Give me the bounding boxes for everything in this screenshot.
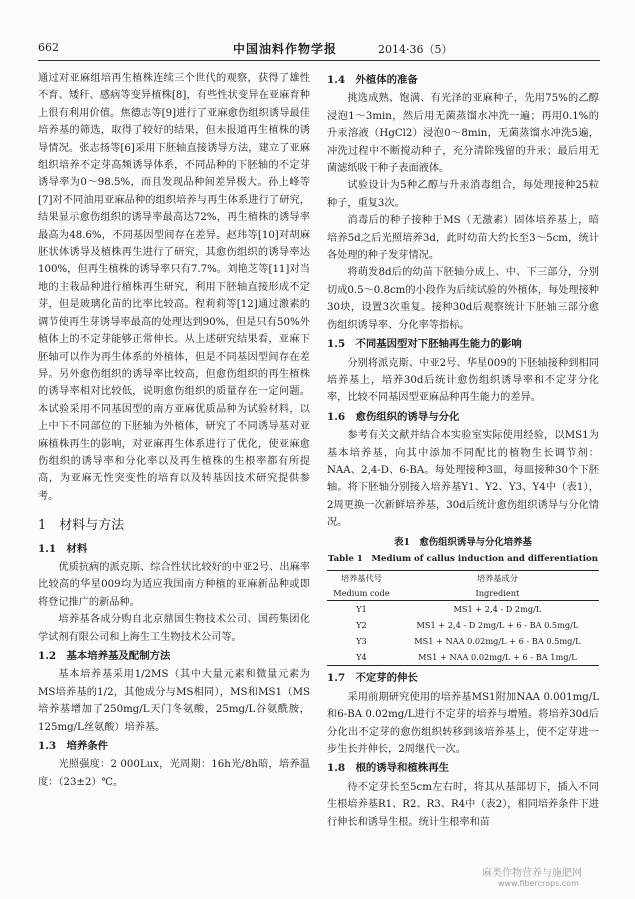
culture-conditions-paragraph: 光照强度：2 000Lux，光周期：16h光/8h暗，培养温度：（23±2）℃。 [38, 759, 310, 788]
medium-paragraph: 基本培养基采用1/2MS（其中大量元素和微量元素为MS培养基的1/2，其他成分与MS相同），MS和MS1（MS培养基增加了250mg/L天门冬氨酸，25mg/L谷氨酰胺，125mg/L丝氨酸）培养基。 [38, 669, 310, 733]
explant-paragraph-1: 挑选成熟、饱满、有光泽的亚麻种子，先用75%的乙醇浸泡1～3min，然后用无菌蒸馏水冲洗一遍；再用0.1%的升汞溶液（HgCl2）浸泡0～8min，无菌蒸馏水冲洗5遍，冲洗过程中不断搅动种子，充分清除残留的升汞；最后用无菌滤纸吸干种子表面液体。 [327, 93, 599, 175]
callus-paragraph: 参考有关文献并结合本实验室实际使用经验，以MS1为基本培养基，向其中添加不同配比的植物生长调节剂：NAA、2,4-D、6-BA。每处理接种3皿，每皿接种30个下胚轴。将下胚轴分别接入培养基Y1、Y2、Y3、Y4中（表1），2周更换一次新鲜培养基，30d后统计愈伤组织诱导与分化情况。 [327, 430, 599, 529]
materials-paragraph: 优质抗病的派克斯、综合性状比较好的中亚2号、出麻率比较高的华星009均为适应我国南方种植的亚麻新品种或即将登记推广的新品种。 [38, 561, 310, 608]
table-1-title-en: Table 1 Medium of callus induction and differentiation [328, 553, 598, 564]
subsection-1-3-title: 1.3 培养条件 [38, 740, 109, 753]
genotype-paragraph: 分别将派克斯、中亚2号、华星009的下胚轴接种到相同培养基上，培养30d后统计愈伤组织诱导率和不定芽分化率，比较不同基因型亚麻品种再生能力的差异。 [327, 357, 599, 404]
table-cell-code: Y1 [356, 604, 367, 615]
table-header-code: 培养基代号 [327, 571, 396, 586]
table-row [327, 601, 599, 618]
table-cell-code: Y2 [356, 620, 367, 631]
subsection-1-8-title: 1.8 根的诱导和植株再生 [327, 762, 449, 775]
table-row [327, 649, 599, 666]
intro-paragraph: 通过对亚麻组培再生植株连续三个世代的观察，获得了雄性不育、矮秆、感病等变异植株[8]，有些性状变异在亚麻育种上很有利用价值。焦德志等[9]进行了亚麻愈伤组织诱导最佳培养基的筛选，取得了较好的结果，但未报道再生植株的诱导情况。张志扬等[6]采用下胚轴直接诱导方法，建立了亚麻组织培养不定芽高频诱导体系，不同品种的下胚轴的不定芽诱导率为0～98.5%，而且发现品种间差异极大。孙上峰等[7]对不同油用亚麻品种的组织培养与再生体系进行了研究，结果显示愈伤组织的诱导率最高达72%，再生植株的诱导率最高为48.6%，不同基因型间存在差异。赵玮等[10]对胡麻胚状体诱导及植株再生进行了研究，其愈伤组织的诱导率达100%，但再生植株的诱导率只有7.7%。刘艳芝等[11]对当地的主栽品种进行植株再生研究，利用下胚轴直接形成不定芽，但是玻璃化苗的比率比较高。程莉莉等[12]通过激素的调节使再生芽诱导率最高的处理达到90%，但是只有50%外植体上的不定芽能够正常伸长。从上述研究结果看，亚麻下胚轴可以作为再生体系的外植体，但是不同基因型间存在差异。另外愈伤组织的诱导率比较高，但愈伤组织的再生植株的诱导率相对比较低，说明愈伤组织的质量存在一定问题。本试验采用不同基因型的南方亚麻优质品种为试验材料，以上中下不同部位的下胚轴为外植体，研究了不同诱导基对亚麻植株再生的影响，对亚麻再生体系进行了优化，使亚麻愈伤组织的诱导率和分化率以及再生植株的生根率都有所提高，为亚麻无性突变性的培育以及转基因技术研究提供参考。 [38, 73, 310, 502]
table-cell-ingredient: MS1 + NAA 0.02mg/L + 6 - BA 1mg/L [396, 649, 599, 666]
subsection-1-6-title: 1.6 愈伤组织的诱导与分化 [327, 410, 460, 423]
subsection-1-1-title: 1.1 材料 [38, 542, 88, 555]
page-header [38, 38, 600, 61]
left-column [38, 70, 310, 791]
rooting-paragraph: 待不定芽长至5cm左右时，将其从基部切下，插入不同生根培养基R1、R2、R3、R4中（表2），相同培养条件下进行伸长和诱导生根。统计生根率和苗 [327, 781, 599, 828]
table-header-ingredient-en: Ingredient [396, 585, 599, 601]
table-header-code-en: Medium code [327, 585, 396, 601]
watermark-url: www.fibercrops.com [498, 879, 579, 888]
page-number: 662 [38, 41, 59, 54]
table-1-title-cn: 表1 愈伤组织诱导与分化培养基 [394, 536, 532, 548]
table-cell-ingredient: MS1 + 2,4 - D 2mg/L + 6 - BA 0.5mg/L [416, 620, 579, 631]
table-row [327, 617, 599, 633]
section-title-materials-methods: 1 材料与方法 [38, 518, 125, 534]
table-cell-code: Y3 [356, 636, 367, 647]
table-cell-ingredient: MS1 + 2,4 - D 2mg/L [453, 604, 542, 615]
right-column [327, 70, 599, 831]
watermark-text: 麻类作物营养与施肥网 [482, 868, 582, 879]
subsection-1-5-title: 1.5 不同基因型对下胚轴再生能力的影响 [327, 338, 522, 351]
subsection-1-7-title: 1.7 不定芽的伸长 [327, 672, 418, 685]
subsection-1-4-title: 1.4 外植体的准备 [327, 74, 418, 86]
explant-paragraph-4: 将萌发8d后的幼苗下胚轴分成上、中、下三部分，分别切成0.5～0.8cm的小段作为后续试验的外植体，每处理接种30块，设置3次重复。接种30d后观察统计下胚轴三部分愈伤组织诱导率、分化率等指标。 [327, 267, 599, 331]
shoot-elongation-paragraph: 采用前期研究使用的培养基MS1附加NAA 0.001mg/L和6-BA 0.02mg/L进行不定芽的培养与增殖。将培养30d后分化出不定芽的愈伤组织转移到该培养基上，使不定芽进一步生长并伸长，2周继代一次。 [327, 691, 599, 755]
explant-paragraph-3: 消毒后的种子接种于MS（无激素）固体培养基上，暗培养5d之后光照培养3d，此时幼苗大约长至3～5cm，统计各处理的种子发芽情况。 [327, 215, 599, 262]
table-cell-ingredient: MS1 + NAA 0.02mg/L + 6 - BA 0.5mg/L [414, 636, 581, 647]
subsection-1-2-title: 1.2 基本培养基及配制方法 [38, 650, 171, 662]
reagents-paragraph: 培养基各成分购自北京鼎国生物技术公司、国药集团化学试剂有限公司和上海生工生物技术公司等。 [38, 614, 310, 643]
explant-paragraph-2: 试验设计为5种乙醇与升汞消毒组合，每处理接种25粒种子，重复3次。 [327, 180, 599, 209]
table-1 [327, 570, 599, 666]
journal-name: 中国油料作物学报 [233, 42, 338, 56]
table-cell-code: Y4 [327, 649, 396, 666]
journal-volume: 2014·36（5） [378, 43, 453, 56]
table-header-ingredient: 培养基成分 [396, 571, 599, 586]
table-row [327, 633, 599, 649]
